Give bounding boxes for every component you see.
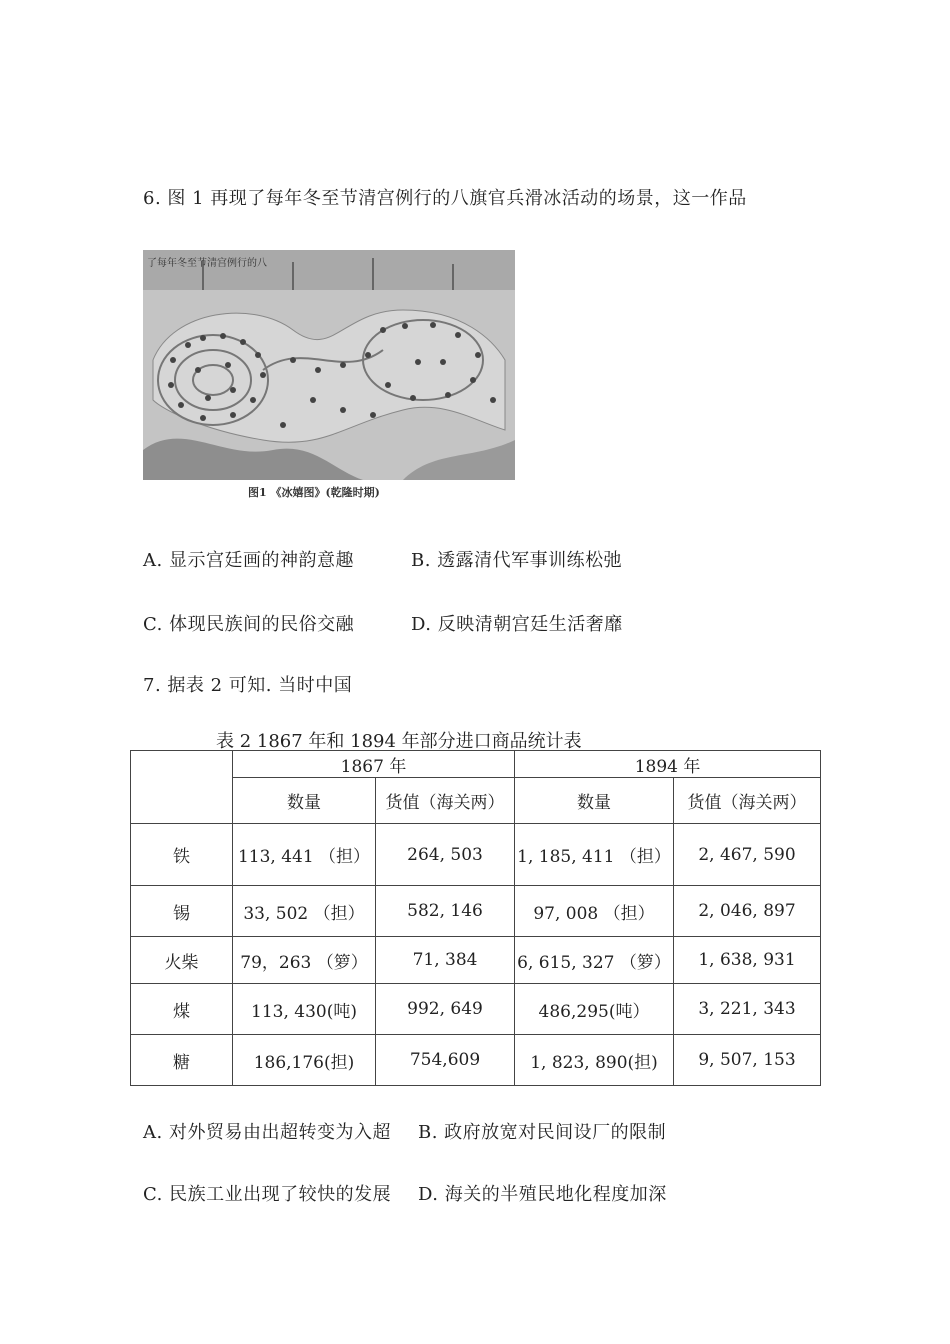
table-row: [131, 824, 821, 886]
q6-option-d: D. 反映清朝宫廷生活奢靡: [411, 614, 623, 635]
qty-1894: 6, 615, 327 （箩）: [515, 937, 674, 984]
qty-1894: 1, 185, 411 （担）: [515, 824, 674, 886]
corner-cell: [131, 751, 233, 824]
qty-1867: 113, 430(吨): [233, 984, 376, 1035]
ice-play-painting: [143, 250, 515, 480]
table-row: [131, 1035, 821, 1086]
qty-1867: 186,176(担): [233, 1035, 376, 1086]
table-row: [131, 886, 821, 937]
painting-image: [143, 250, 515, 480]
row-name: 火柴: [131, 937, 233, 984]
import-stats-table: [130, 750, 821, 1086]
table-row: [131, 937, 821, 984]
qty-1867: 33, 502 （担）: [233, 886, 376, 937]
q7-option-c: C. 民族工业出现了较快的发展: [143, 1184, 392, 1205]
val-1894: 2, 046, 897: [674, 886, 821, 937]
row-name: 铁: [131, 824, 233, 886]
header-val-1894: 货值（海关两）: [674, 778, 821, 824]
header-year-1867: 1867 年: [233, 751, 515, 778]
q6-option-a: A. 显示宫廷画的神韵意趣: [143, 550, 354, 571]
row-name: 锡: [131, 886, 233, 937]
header-year-1894: 1894 年: [515, 751, 821, 778]
qty-1894: 1, 823, 890(担): [515, 1035, 674, 1086]
qty-1867: 113, 441 （担）: [233, 824, 376, 886]
qty-1894: 486,295(吨）: [515, 984, 674, 1035]
q6-option-c: C. 体现民族间的民俗交融: [143, 614, 355, 635]
val-1894: 2, 467, 590: [674, 824, 821, 886]
q7-option-b: B. 政府放宽对民间设厂的限制: [418, 1122, 667, 1143]
figure-caption: 图1 《冰嬉图》(乾隆时期): [248, 486, 380, 499]
val-1894: 3, 221, 343: [674, 984, 821, 1035]
row-name: 煤: [131, 984, 233, 1035]
header-val-1867: 货值（海关两）: [376, 778, 515, 824]
val-1867: 71, 384: [376, 937, 515, 984]
q7-stem: 7. 据表 2 可知. 当时中国: [143, 675, 353, 696]
table-row: [131, 984, 821, 1035]
header-qty-1894: 数量: [515, 778, 674, 824]
val-1867: 992, 649: [376, 984, 515, 1035]
val-1867: 582, 146: [376, 886, 515, 937]
header-qty-1867: 数量: [233, 778, 376, 824]
qty-1867: 79，263 （箩）: [233, 937, 376, 984]
row-name: 糖: [131, 1035, 233, 1086]
q7-option-d: D. 海关的半殖民地化程度加深: [418, 1184, 667, 1205]
table-title: 表 2 1867 年和 1894 年部分进口商品统计表: [216, 731, 582, 752]
q7-option-a: A. 对外贸易由出超转变为入超: [143, 1122, 391, 1143]
table-header-columns: [131, 778, 821, 824]
val-1867: 754,609: [376, 1035, 515, 1086]
q6-stem: 6. 图 1 再现了每年冬至节清宫例行的八旗官兵滑冰活动的场景，这一作品: [143, 188, 747, 209]
qty-1894: 97, 008 （担）: [515, 886, 674, 937]
table-header-years: [131, 751, 821, 778]
q6-option-b: B. 透露清代军事训练松弛: [411, 550, 623, 571]
val-1894: 1, 638, 931: [674, 937, 821, 984]
val-1867: 264, 503: [376, 824, 515, 886]
val-1894: 9, 507, 153: [674, 1035, 821, 1086]
painting-top-text: 了每年冬至节清宫例行的八: [147, 258, 267, 269]
